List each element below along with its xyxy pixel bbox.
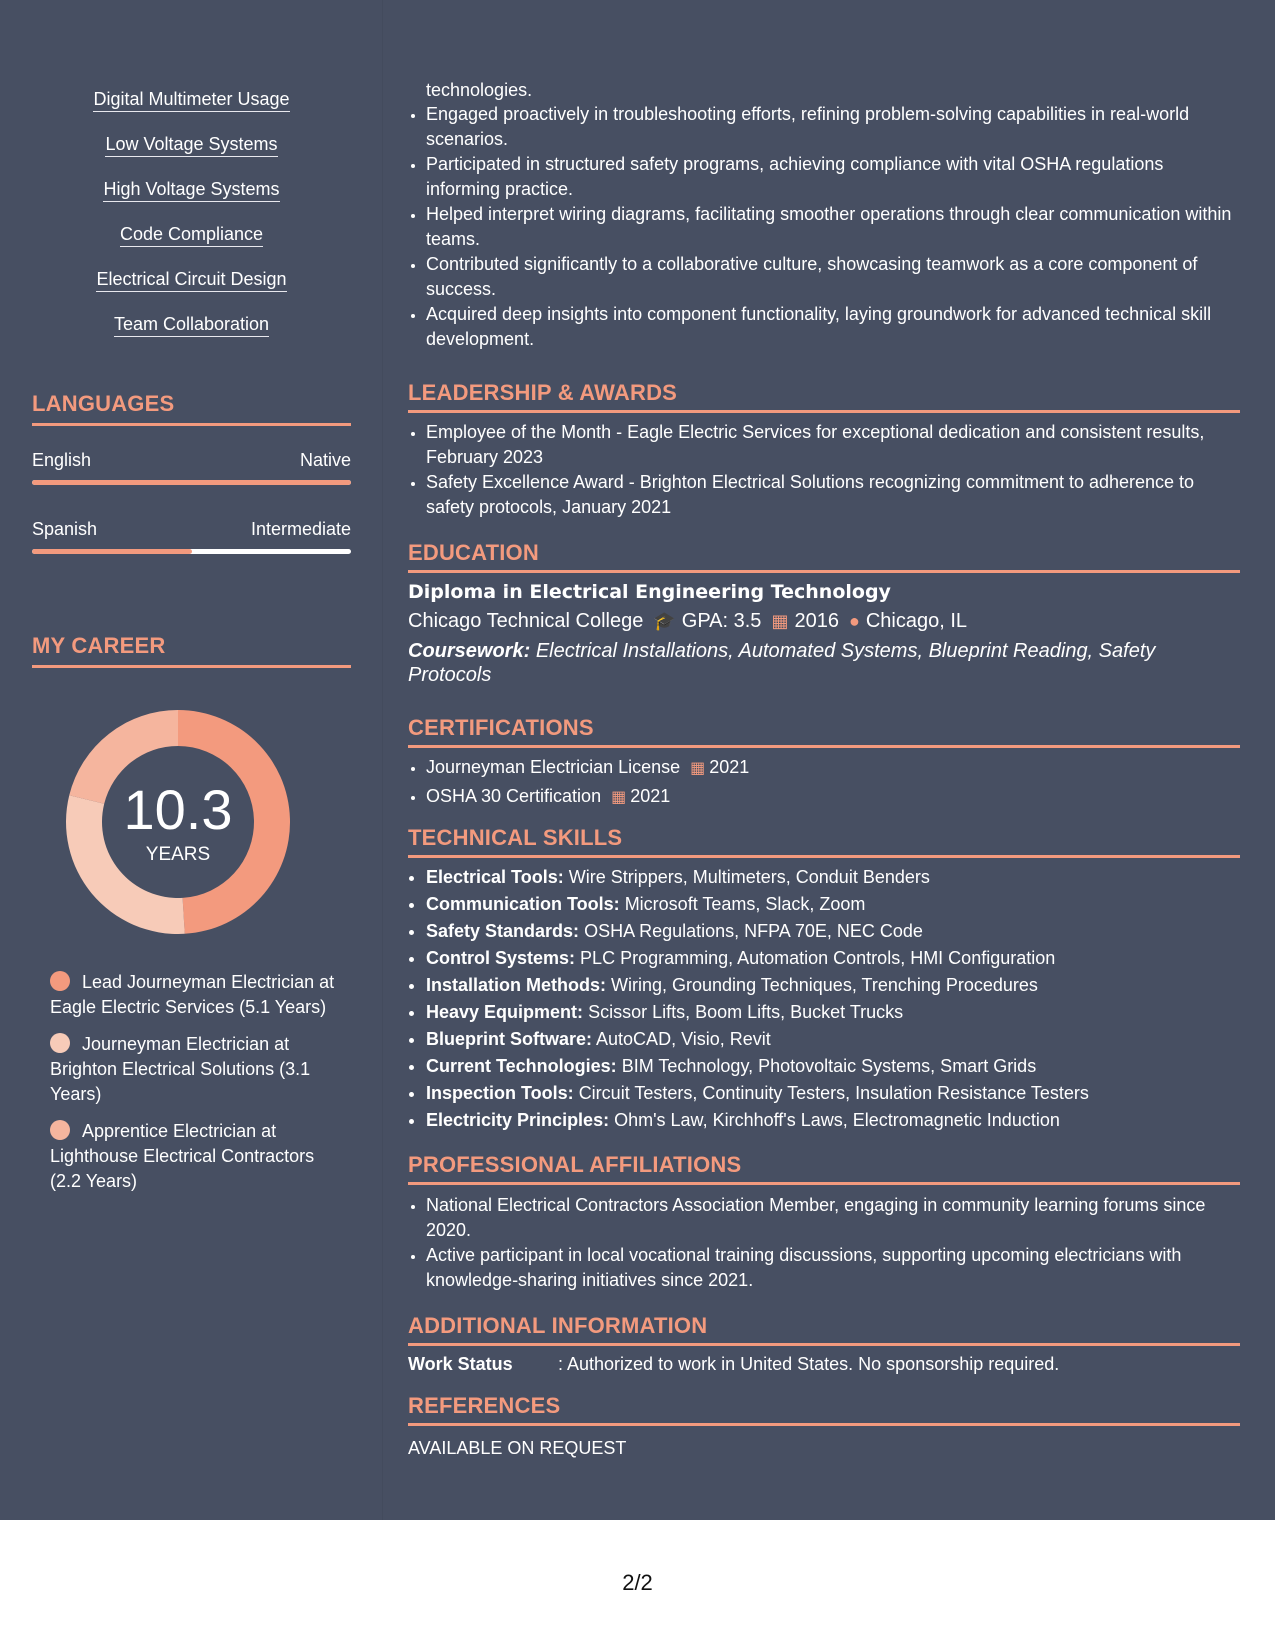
work-status-row [408,1354,1240,1375]
career-total-unit: YEARS [145,844,211,865]
list-item [426,754,1240,782]
calendar-icon: ▦ [690,760,706,777]
skill-values: BIM Technology, Photovoltaic Systems, Smart Grids [621,1056,1037,1076]
calendar-icon: ▦ [611,789,627,806]
references-text: AVAILABLE ON REQUEST [408,1438,627,1458]
coursework-label: Coursework: [408,640,531,662]
language-bar [32,480,351,485]
list-item: • National Electrical Contractors Association Member, engaging in community learning forums since 2020. [426,1193,1240,1242]
experience-bullets [408,102,1240,351]
coursework [408,639,1240,687]
school-name: Chicago Technical College [408,610,644,632]
legend-dot-icon [50,1033,70,1053]
skill-values: Circuit Testers, Continuity Testers, Insulation Resistance Testers [578,1083,1089,1103]
skill-values: PLC Programming, Automation Controls, HMI Configuration [580,948,1056,968]
list-item [426,999,1240,1026]
skill-values: Microsoft Teams, Slack, Zoom [624,894,866,914]
list-item: • Contributed significantly to a collaborative culture, showcasing teamwork as a core component of success. [426,252,1240,301]
certification-name: Journeyman Electrician License [426,757,681,777]
list-item [426,864,1240,891]
skill-values: Wire Strippers, Multimeters, Conduit Benders [568,867,930,887]
list-item: • Acquired deep insights into component functionality, laying groundwork for advanced technical skill development. [426,302,1240,351]
list-item [426,972,1240,999]
certification-year: 2021 [630,786,671,806]
list-item: • Employee of the Month - Eagle Electric Services for exceptional dedication and consistent results, February 2023 [426,420,1240,469]
list-item [426,783,1240,811]
list-item: • Engaged proactively in troubleshooting efforts, refining problem-solving capabilities in real-world scenarios. [426,102,1240,151]
career-donut-chart [66,710,290,934]
additional-info-heading: ADDITIONAL INFORMATION [408,1313,1240,1346]
skill-values: Wiring, Grounding Techniques, Trenching Procedures [611,975,1038,995]
page-number: 2/2 [622,1570,653,1595]
career-legend-item: Lead Journeyman Electrician at Eagle Electric Services (5.1 Years) [50,972,335,1017]
skill-values: AutoCAD, Visio, Revit [596,1029,771,1049]
technical-skills-list [408,864,1240,1134]
skill-tag: Code Compliance [120,221,263,266]
list-item [426,1053,1240,1080]
education-section [408,581,1240,687]
skill-category: Safety Standards: [426,921,580,941]
leadership-section [408,420,1240,520]
career-total-years: 10.3 [123,778,233,841]
skill-values: Scissor Lifts, Boom Lifts, Bucket Trucks [588,1002,904,1022]
references-heading: REFERENCES [408,1393,1240,1426]
certification-year: 2021 [709,757,750,777]
language-level: Intermediate [250,519,351,539]
language-name: English [32,450,92,470]
career-legend-item: Apprentice Electrician at Lighthouse Electrical Contractors (2.2 Years) [50,1121,315,1191]
education-location: Chicago, IL [865,610,967,632]
legend-dot-icon [50,971,70,991]
gpa: GPA: 3.5 [681,610,762,632]
certification-name: OSHA 30 Certification [426,786,602,806]
languages-heading: LANGUAGES [32,391,351,426]
skill-category: Heavy Equipment: [426,1002,584,1022]
list-item [426,891,1240,918]
column-divider [382,0,383,1520]
skill-category: Electricity Principles: [426,1110,610,1130]
education-year: 2016 [794,610,839,632]
skill-tag: Digital Multimeter Usage [93,86,289,131]
language-bar-fill [32,549,192,554]
experience-continued [408,78,1240,352]
language-bar [32,549,351,554]
list-item [426,945,1240,972]
list-item [426,918,1240,945]
map-pin-icon: ● [848,611,860,631]
affiliations-bullets [408,1193,1240,1292]
skill-tag: Team Collaboration [114,311,269,356]
leadership-bullets [408,420,1240,519]
list-item: • Safety Excellence Award - Brighton Electrical Solutions recognizing commitment to adherence to safety protocols, January 2021 [426,470,1240,519]
coursework-text: Electrical Installations, Automated Systems, Blueprint Reading, Safety Protocols [408,640,1156,686]
donut-center [66,710,290,934]
leadership-heading: LEADERSHIP & AWARDS [408,380,1240,413]
certifications-heading: CERTIFICATIONS [408,715,1240,748]
list-item: • Helped interpret wiring diagrams, facilitating smoother operations through clear communication within teams. [426,202,1240,251]
experience-fragment: technologies. [426,80,533,100]
skill-category: Blueprint Software: [426,1029,593,1049]
education-heading: EDUCATION [408,540,1240,573]
skill-category: Communication Tools: [426,894,620,914]
certification-list [408,754,1240,811]
career-legend [50,970,340,1206]
language-level: Native [299,450,351,470]
affiliations-section [408,1193,1240,1293]
list-item [426,1026,1240,1053]
technical-skills-section [408,864,1240,1134]
skill-category: Installation Methods: [426,975,606,995]
skill-category: Inspection Tools: [426,1083,574,1103]
list-item [426,1107,1240,1134]
language-bar-fill [32,480,351,485]
legend-dot-icon [50,1120,70,1140]
skill-category: Control Systems: [426,948,576,968]
language-name: Spanish [32,519,98,539]
career-legend-item: Journeyman Electrician at Brighton Electrical Solutions (3.1 Years) [50,1034,311,1104]
graduation-cap-icon: 🎓 [653,611,676,631]
career-heading: MY CAREER [32,633,351,668]
degree-title: Diploma in Electrical Engineering Technology [408,581,891,603]
skill-values: OSHA Regulations, NFPA 70E, NEC Code [584,921,923,941]
calendar-icon: ▦ [771,611,789,631]
skill-tag: High Voltage Systems [103,176,279,221]
list-item: • Active participant in local vocational training discussions, supporting upcoming electricians with knowledge-sharing initiatives since 2021. [426,1243,1240,1292]
sidebar-skill-tags [32,86,351,356]
skill-tag: Electrical Circuit Design [96,266,286,311]
work-status-value: : Authorized to work in United States. No sponsorship required. [558,1354,1060,1374]
list-item [426,1080,1240,1107]
skill-category: Electrical Tools: [426,867,564,887]
affiliations-heading: PROFESSIONAL AFFILIATIONS [408,1152,1240,1185]
certifications-section [408,754,1240,812]
work-status-label: Work Status [408,1354,513,1374]
technical-skills-heading: TECHNICAL SKILLS [408,825,1240,858]
skill-category: Current Technologies: [426,1056,617,1076]
list-item: • Participated in structured safety programs, achieving compliance with vital OSHA regulations informing practice. [426,152,1240,201]
education-details [408,607,1240,635]
skill-values: Ohm's Law, Kirchhoff's Laws, Electromagnetic Induction [614,1110,1060,1130]
skill-tag: Low Voltage Systems [105,131,277,176]
